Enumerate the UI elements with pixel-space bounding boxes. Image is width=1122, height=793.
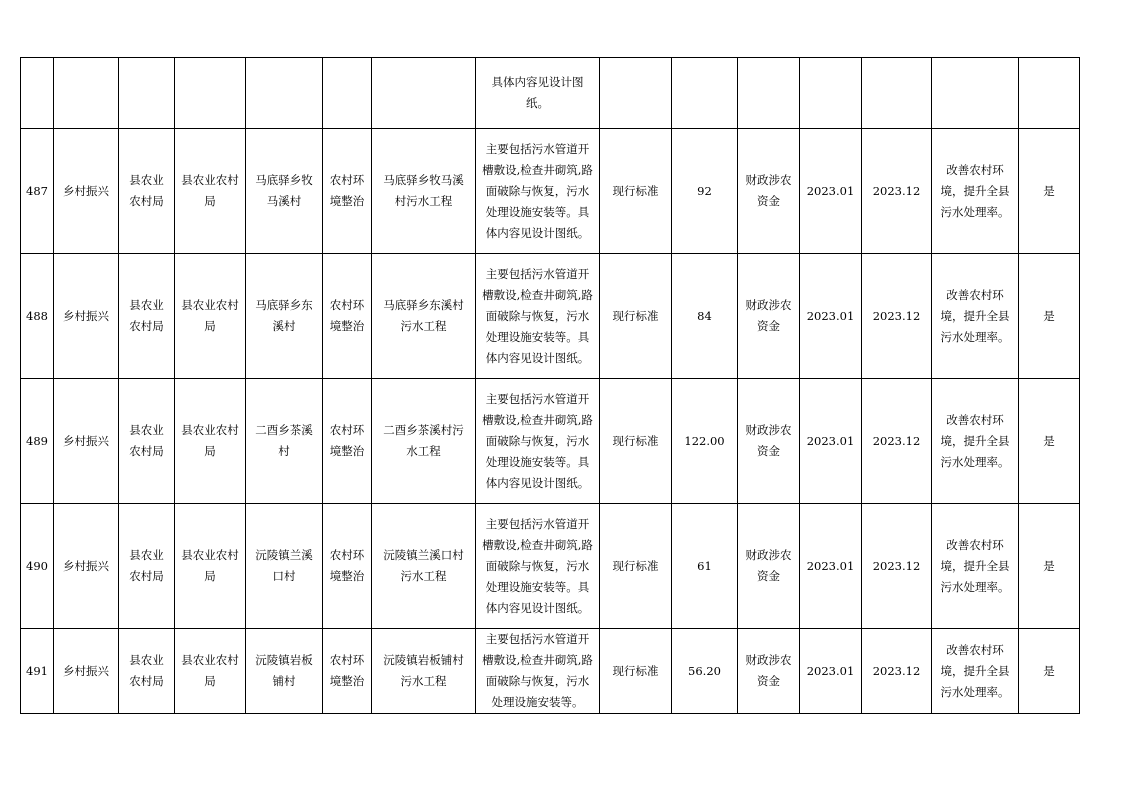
- table-row: [21, 129, 1080, 254]
- cell-fund: 财政涉农资金: [738, 504, 800, 629]
- cell-standard: 现行标准: [600, 379, 672, 504]
- cell-category: 乡村振兴: [54, 504, 119, 629]
- cell-category: [54, 58, 119, 129]
- cell-flag: 是: [1019, 129, 1080, 254]
- cell-category: 乡村振兴: [54, 129, 119, 254]
- table-row: [21, 504, 1080, 629]
- cell-type: [323, 58, 372, 129]
- cell-name: 沅陵镇岩板铺村污水工程: [372, 629, 476, 714]
- cell-amount: 84: [672, 254, 738, 379]
- cell-name: 沅陵镇兰溪口村污水工程: [372, 504, 476, 629]
- cell-no: 489: [21, 379, 54, 504]
- cell-supervisor: 县农业农村局: [175, 629, 246, 714]
- cell-owner: 县农业农村局: [119, 629, 175, 714]
- table-row: [21, 58, 1080, 129]
- cell-type: 农村环境整治: [323, 629, 372, 714]
- cell-name: 二酉乡茶溪村污水工程: [372, 379, 476, 504]
- cell-flag: 是: [1019, 254, 1080, 379]
- cell-desc: 主要包括污水管道开槽敷设,检查井砌筑,路面破除与恢复，污水处理设施安装等。: [476, 629, 600, 714]
- cell-owner: [119, 58, 175, 129]
- cell-fund: 财政涉农资金: [738, 254, 800, 379]
- cell-start: 2023.01: [800, 629, 862, 714]
- cell-start: [800, 58, 862, 129]
- cell-location: 马底驿乡东溪村: [246, 254, 323, 379]
- cell-start: 2023.01: [800, 379, 862, 504]
- cell-end: 2023.12: [862, 504, 932, 629]
- cell-owner: 县农业农村局: [119, 379, 175, 504]
- cell-supervisor: 县农业农村局: [175, 504, 246, 629]
- cell-end: 2023.12: [862, 254, 932, 379]
- cell-type: 农村环境整治: [323, 254, 372, 379]
- cell-flag: [1019, 58, 1080, 129]
- cell-no: 487: [21, 129, 54, 254]
- cell-start: 2023.01: [800, 254, 862, 379]
- cell-fund: 财政涉农资金: [738, 129, 800, 254]
- cell-goal: 改善农村环境，提升全县污水处理率。: [932, 629, 1019, 714]
- cell-fund: [738, 58, 800, 129]
- cell-supervisor: 县农业农村局: [175, 379, 246, 504]
- cell-no: 491: [21, 629, 54, 714]
- cell-type: 农村环境整治: [323, 504, 372, 629]
- cell-location: [246, 58, 323, 129]
- cell-no: 488: [21, 254, 54, 379]
- cell-goal: 改善农村环境，提升全县污水处理率。: [932, 254, 1019, 379]
- cell-standard: 现行标准: [600, 254, 672, 379]
- cell-desc: 具体内容见设计图纸。: [476, 58, 600, 129]
- cell-end: 2023.12: [862, 379, 932, 504]
- cell-category: 乡村振兴: [54, 379, 119, 504]
- table-row: [21, 254, 1080, 379]
- cell-owner: 县农业农村局: [119, 129, 175, 254]
- project-table: [20, 57, 1080, 714]
- cell-category: 乡村振兴: [54, 629, 119, 714]
- cell-type: 农村环境整治: [323, 379, 372, 504]
- cell-flag: 是: [1019, 629, 1080, 714]
- cell-no: [21, 58, 54, 129]
- cell-goal: 改善农村环境，提升全县污水处理率。: [932, 129, 1019, 254]
- cell-standard: 现行标准: [600, 504, 672, 629]
- cell-start: 2023.01: [800, 129, 862, 254]
- cell-category: 乡村振兴: [54, 254, 119, 379]
- cell-location: 沅陵镇兰溪口村: [246, 504, 323, 629]
- cell-location: 沅陵镇岩板铺村: [246, 629, 323, 714]
- cell-start: 2023.01: [800, 504, 862, 629]
- cell-type: 农村环境整治: [323, 129, 372, 254]
- table-row: [21, 379, 1080, 504]
- cell-name: [372, 58, 476, 129]
- cell-standard: 现行标准: [600, 629, 672, 714]
- cell-end: [862, 58, 932, 129]
- cell-fund: 财政涉农资金: [738, 629, 800, 714]
- cell-name: 马底驿乡牧马溪村污水工程: [372, 129, 476, 254]
- cell-owner: 县农业农村局: [119, 254, 175, 379]
- cell-goal: [932, 58, 1019, 129]
- cell-desc: 主要包括污水管道开槽敷设,检查井砌筑,路面破除与恢复，污水处理设施安装等。具体内容见设计图纸。: [476, 129, 600, 254]
- cell-no: 490: [21, 504, 54, 629]
- cell-supervisor: 县农业农村局: [175, 129, 246, 254]
- cell-location: 马底驿乡牧马溪村: [246, 129, 323, 254]
- cell-name: 马底驿乡东溪村污水工程: [372, 254, 476, 379]
- cell-standard: 现行标准: [600, 129, 672, 254]
- cell-fund: 财政涉农资金: [738, 379, 800, 504]
- cell-goal: 改善农村环境，提升全县污水处理率。: [932, 379, 1019, 504]
- cell-desc: 主要包括污水管道开槽敷设,检查井砌筑,路面破除与恢复，污水处理设施安装等。具体内容见设计图纸。: [476, 379, 600, 504]
- cell-end: 2023.12: [862, 129, 932, 254]
- table-row: [21, 629, 1080, 714]
- cell-amount: 92: [672, 129, 738, 254]
- cell-desc: 主要包括污水管道开槽敷设,检查井砌筑,路面破除与恢复，污水处理设施安装等。具体内容见设计图纸。: [476, 504, 600, 629]
- cell-flag: 是: [1019, 379, 1080, 504]
- cell-location: 二酉乡茶溪村: [246, 379, 323, 504]
- cell-end: 2023.12: [862, 629, 932, 714]
- cell-flag: 是: [1019, 504, 1080, 629]
- cell-amount: 61: [672, 504, 738, 629]
- cell-desc: 主要包括污水管道开槽敷设,检查井砌筑,路面破除与恢复，污水处理设施安装等。具体内容见设计图纸。: [476, 254, 600, 379]
- cell-amount: 56.20: [672, 629, 738, 714]
- cell-goal: 改善农村环境，提升全县污水处理率。: [932, 504, 1019, 629]
- cell-supervisor: [175, 58, 246, 129]
- cell-amount: [672, 58, 738, 129]
- cell-owner: 县农业农村局: [119, 504, 175, 629]
- cell-standard: [600, 58, 672, 129]
- cell-supervisor: 县农业农村局: [175, 254, 246, 379]
- cell-amount: 122.00: [672, 379, 738, 504]
